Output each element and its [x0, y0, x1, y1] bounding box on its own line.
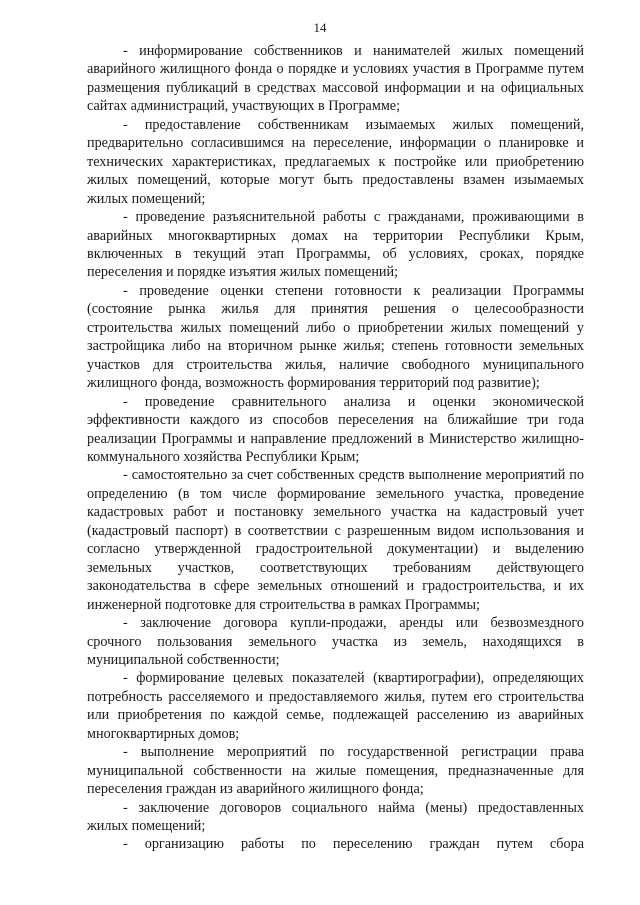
paragraph-comparative-analysis: - проведение сравнительного анализа и оценки экономической эффективности каждого из способов переселения на ближайшие три года реализации Программы и направление предложений в Министерство жилищно-коммунального хозяйства Республики Крым; — [87, 393, 584, 465]
paragraph-informing-owners: - информирование собственников и нанимателей жилых помещений аварийного жилищного фонда о порядке и условиях участия в Программе путем размещения публикаций в средствах массовой информации и на официальных сайтах администраций, участвующих в Программе; — [87, 43, 584, 115]
paragraph-social-tenancy-contracts: - заключение договоров социального найма (мены) предоставленных жилых помещений; — [87, 799, 584, 835]
paragraph-state-registration: - выполнение мероприятий по государственной регистрации права муниципальной собственности на жилые помещения, предназначенные для переселения граждан из аварийного жилищного фонда; — [87, 744, 584, 798]
paragraph-providing-housing-info: - предоставление собственникам изымаемых жилых помещений, предварительно согласившимся на переселение, информации о планировке и технических характеристиках, предлагаемых к постройке или приобретению жилых помещений, которые могут быть предоставлены взамен изымаемых жилых помещений; — [87, 116, 584, 207]
paragraph-readiness-assessment: - проведение оценки степени готовности к реализации Программы (состояние рынка жилья для принятия решения о целесообразности строительства жилых помещений либо о приобретении жилых помещений у застройщика либо на вторичном рынке жилья; степень готовности земельных участков для строительства жилья, наличие свободного муниципального жилищного фонда, возможность формирования территорий под развитие); — [87, 282, 584, 392]
paragraph-target-indicators: - формирование целевых показателей (квартирографии), определяющих потребность расселяемого и предоставляемого жилья, путем его строительства или приобретения по каждой семье, подлежащей расселению из аварийных многоквартирных домов; — [87, 670, 584, 742]
page-number: 14 — [313, 20, 327, 35]
paragraph-explanatory-work: - проведение разъяснительной работы с гражданами, проживающими в аварийных многоквартирных домах на территории Республики Крым, включенных в текущий этап Программы, об условиях, сроках, порядке переселения и порядке изъятия жилых помещений; — [87, 209, 584, 281]
paragraph-resettlement-organization: - организацию работы по переселению граждан путем сбора — [123, 836, 584, 853]
paragraph-land-contract: - заключение договора купли-продажи, аренды или безвозмездного срочного пользования земельного участка из земель, находящихся в муниципальной собственности; — [87, 615, 584, 668]
body-text — [87, 42, 584, 854]
paragraph-land-plot-measures: - самостоятельно за счет собственных средств выполнение мероприятий по определению (в том числе формирование земельного участка, проведение кадастровых работ и постановку земельного участка на кадастровый учет (кадастровый паспорт) в соответствии с разрешенным видом использования и согласно утвержденной градостроительной документации) и выделению земельных участков, соответствующих требованиям действующего законодательства в сфере земельных отношений и градостроительства, и их инженерной подготовке для строительства в рамках Программы; — [87, 467, 584, 613]
